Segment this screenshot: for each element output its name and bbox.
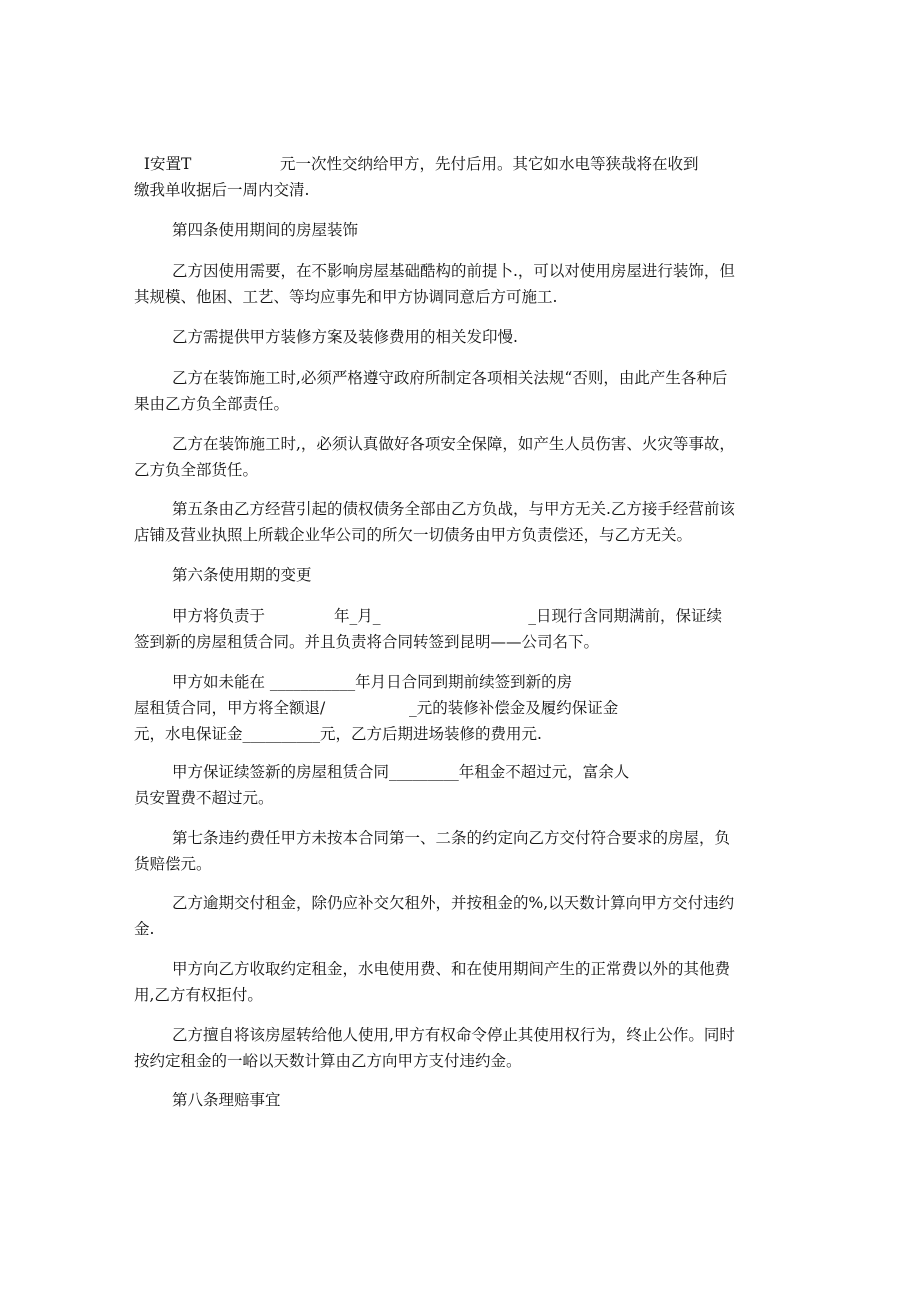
paragraph-safety (134, 431, 796, 483)
heading-text: 第四条使用期间的房屋装饰 (172, 221, 359, 239)
section-heading-article-6 (134, 562, 796, 588)
paragraph-line: 其规模、他困、工艺、等均应事先和甲方协调同意后方可施工. (134, 288, 558, 306)
paragraph-sublease (134, 1022, 796, 1074)
paragraph-line: 乙方在装饰施工时,，必须认真做好各项安全保障，如产生人员伤害、火灾等事故， (172, 435, 735, 453)
paragraph-extra-fees (134, 956, 796, 1008)
paragraph-line: 元，水电保证金__________元，乙方后期进场装修的费用元. (134, 725, 542, 743)
paragraph-line: 乙方因使用需要，在不影响房屋基础酷构的前提卜.，可以对使用房屋进行装饰，但 (172, 262, 735, 280)
paragraph-line: I安置T 元一次性交纳给甲方，先付后用。其它如水电等狭哉将在收到 (134, 155, 699, 173)
paragraph-line: 甲方保证续签新的房屋租赁合同_________年租金不超过元，富余人 (172, 763, 630, 781)
paragraph-late-rent (134, 890, 796, 942)
paragraph-line: 乙方逾期交付租金，除仍应补交欠租外，并按租金的%,以天数计算向甲方交付违约 (172, 894, 735, 912)
paragraph-rent-guarantee (134, 759, 796, 811)
paragraph-line: 货赔偿元。 (134, 855, 212, 873)
paragraph-line: 按约定租金的一峪以天数计算由乙方向甲方支付违约金。 (134, 1052, 522, 1070)
paragraph-article-5-debts (134, 496, 796, 548)
paragraph-regulations (134, 365, 796, 417)
paragraph-line: 乙方在装饰施工时,必须严格遵守政府所制定各项相关法规“否则，由此产生各种后 (172, 369, 728, 387)
paragraph-line: 果由乙方负全部责任。 (134, 395, 290, 413)
paragraph-rent-payment (134, 151, 796, 203)
heading-text: 第八条理赔事宜 (172, 1091, 281, 1109)
paragraph-line: 员安置费不超过元。 (134, 789, 274, 807)
paragraph-line: 第七条违约费任甲方未按本合同第一、二条的约定向乙方交付符合要求的房屋，负 (172, 829, 731, 847)
paragraph-line: 用,乙方有权拒付。 (134, 986, 263, 1004)
section-heading-article-8 (134, 1087, 796, 1113)
paragraph-article-7-breach (134, 825, 796, 877)
paragraph-line: 屋租赁合同，甲方将全额退/ _元的装修补偿金及履约保证金 (134, 699, 619, 717)
paragraph-line: 甲方将负责于 年_月_ _日现行含同期满前，保证续 (172, 607, 723, 625)
paragraph-line: 第五条由乙方经营引起的债权债务全部由乙方负战，与甲方无关.乙方接手经营前该 (172, 500, 735, 518)
paragraph-renewal-failure (134, 669, 796, 747)
paragraph-decoration-scope (134, 258, 796, 310)
paragraph-line: 乙方负全部货任。 (134, 461, 259, 479)
paragraph-line: 店铺及营业执照上所载企业华公司的所欠一切债务由甲方负责偿还，与乙方无关。 (134, 526, 693, 544)
paragraph-line: 甲方如未能在 ___________年月日合同到期前续签到新的房 (172, 673, 573, 691)
paragraph-line: 签到新的房屋租赁合同。并且负责将合同转签到昆明——公司名下。 (134, 633, 600, 651)
paragraph-line: 甲方向乙方收取约定租金，水电使用费、和在使用期间产生的正常费以外的其他费 (172, 960, 731, 978)
heading-text: 第六条使用期的变更 (172, 566, 312, 584)
paragraph-line: 乙方擅自将该房屋转给他人使用,甲方有权命令停止其使用权行为，终止公作。同时 (172, 1026, 735, 1044)
paragraph-line: 金. (134, 920, 155, 938)
paragraph-line: 乙方需提供甲方装修方案及装修费用的相关发印慢. (172, 328, 518, 346)
paragraph-renewal (134, 603, 796, 655)
section-heading-article-4 (134, 217, 796, 243)
paragraph-line: 缴我单收据后一周内交清. (134, 181, 310, 199)
paragraph-decoration-plan (134, 324, 796, 350)
